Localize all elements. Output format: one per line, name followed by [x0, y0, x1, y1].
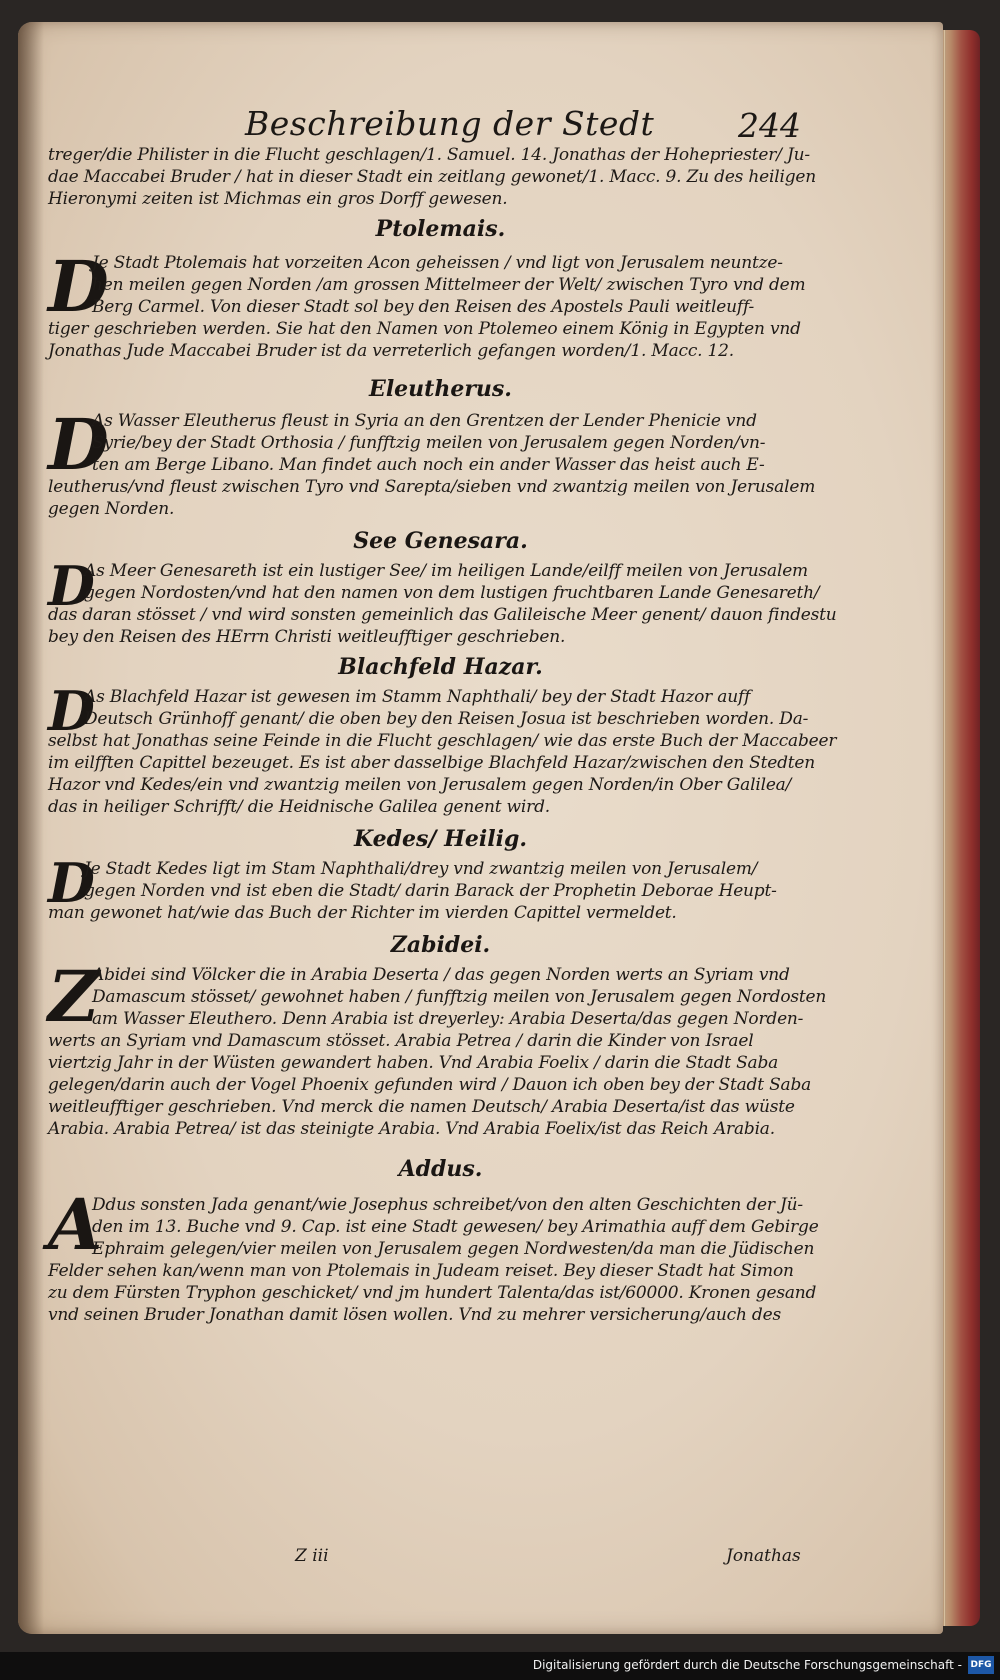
text-line: Syrie/bey der Stadt Orthosia / funfftzig meilen von Jerusalem gegen Norden/vn-	[92, 433, 766, 453]
drop-initial: D	[48, 403, 109, 486]
text-line: dae Maccabei Bruder / hat in dieser Stadt ein zeitlang gewonet/1. Macc. 9. Zu des heiligen	[48, 167, 817, 187]
section-heading: Ptolemais.	[375, 216, 506, 242]
book-page-edges	[938, 30, 980, 1626]
drop-initial: D	[48, 554, 95, 618]
text-line: As Blachfeld Hazar ist gewesen im Stamm Naphthali/ bey der Stadt Hazor auff	[84, 687, 751, 707]
signature-mark: Z iii	[295, 1546, 329, 1566]
text-line: Hazor vnd Kedes/ein vnd zwantzig meilen von Jerusalem gegen Norden/in Ober Galilea/	[48, 775, 792, 795]
text-line: gegen Nordosten/vnd hat den namen von dem lustigen fruchtbaren Lande Genesareth/	[84, 583, 820, 603]
text-line: vnd seinen Bruder Jonathan damit lösen wollen. Vnd zu mehrer versicherung/auch des	[48, 1305, 781, 1325]
text-line: ten am Berge Libano. Man findet auch noch ein ander Wasser das heist auch E-	[92, 455, 765, 475]
running-title: Beschreibung der Stedt	[245, 104, 655, 143]
text-line: leutherus/vnd fleust zwischen Tyro vnd Sarepta/sieben vnd zwantzig meilen von Jerusalem	[48, 477, 816, 497]
section-heading: Zabidei.	[390, 932, 491, 958]
text-line: bey den Reisen des HErrn Christi weitleufftiger geschrieben.	[48, 627, 566, 647]
text-line: Je Stadt Kedes ligt im Stam Naphthali/drey vnd zwantzig meilen von Jerusalem/	[84, 859, 758, 879]
section-heading: Eleutherus.	[369, 376, 512, 402]
drop-initial: Z	[48, 955, 100, 1038]
text-line: das in heiliger Schrifft/ die Heidnische Galilea genent wird.	[48, 797, 550, 817]
footer-bar	[0, 1652, 1000, 1680]
text-line: As Meer Genesareth ist ein lustiger See/ im heiligen Lande/eilff meilen von Jerusalem	[84, 561, 808, 581]
text-line: den im 13. Buche vnd 9. Cap. ist eine Stadt gewesen/ bey Arimathia auff dem Gebirge	[92, 1217, 819, 1237]
text-line: werts an Syriam vnd Damascum stösset. Arabia Petrea / darin die Kinder von Israel	[48, 1031, 754, 1051]
text-line: Ddus sonsten Jada genant/wie Josephus schreibet/von den alten Geschichten der Jü-	[92, 1195, 803, 1215]
text-line: Ephraim gelegen/vier meilen von Jerusalem gegen Nordwesten/da man die Jüdischen	[92, 1239, 815, 1259]
dfg-logo-icon: DFG	[968, 1656, 994, 1674]
text-line: gegen Norden.	[48, 499, 175, 519]
text-line: man gewonet hat/wie das Buch der Richter im vierden Capittel vermeldet.	[48, 903, 677, 923]
text-line: hen meilen gegen Norden /am grossen Mittelmeer der Welt/ zwischen Tyro vnd dem	[92, 275, 806, 295]
text-line: gegen Norden vnd ist eben die Stadt/ darin Barack der Prophetin Deborae Heupt-	[84, 881, 777, 901]
drop-initial: D	[48, 245, 109, 328]
funding-credit: Digitalisierung gefördert durch die Deutsche Forschungsgemeinschaft -	[532, 1658, 962, 1672]
text-line: As Wasser Eleutherus fleust in Syria an den Grentzen der Lender Phenicie vnd	[92, 411, 757, 431]
text-line: gelegen/darin auch der Vogel Phoenix gefunden wird / Dauon ich oben bey der Stadt Saba	[48, 1075, 812, 1095]
text-line: Je Stadt Ptolemais hat vorzeiten Acon geheissen / vnd ligt von Jerusalem neuntze-	[92, 253, 783, 273]
text-line: Deutsch Grünhoff genant/ die oben bey den Reisen Josua ist beschrieben worden. Da-	[84, 709, 809, 729]
text-line: Damascum stösset/ gewohnet haben / funfftzig meilen von Jerusalem gegen Nordosten	[92, 987, 827, 1007]
text-line: weitleufftiger geschrieben. Vnd merck die namen Deutsch/ Arabia Deserta/ist das wüste	[48, 1097, 795, 1117]
text-line: am Wasser Eleuthero. Denn Arabia ist dreyerley: Arabia Deserta/das gegen Norden-	[92, 1009, 804, 1029]
text-line: tiger geschrieben werden. Sie hat den Namen von Ptolemeo einem König in Egypten vnd	[48, 319, 801, 339]
book-gutter-shadow	[18, 22, 44, 1634]
section-heading: Blachfeld Hazar.	[338, 654, 543, 680]
text-line: im eilfften Capittel bezeuget. Es ist aber dasselbige Blachfeld Hazar/zwischen den Stedten	[48, 753, 816, 773]
page-number: 244	[738, 106, 801, 145]
text-line: Berg Carmel. Von dieser Stadt sol bey den Reisen des Apostels Pauli weitleuff-	[92, 297, 755, 317]
text-line: viertzig Jahr in der Wüsten gewandert haben. Vnd Arabia Foelix / darin die Stadt Saba	[48, 1053, 779, 1073]
section-heading: Addus.	[398, 1156, 483, 1182]
drop-initial: D	[48, 679, 95, 743]
catchword: Jonathas	[726, 1546, 801, 1566]
section-heading: See Genesara.	[353, 528, 528, 554]
text-line: Felder sehen kan/wenn man von Ptolemais in Judeam reiset. Bey dieser Stadt hat Simon	[48, 1261, 794, 1281]
text-line: treger/die Philister in die Flucht geschlagen/1. Samuel. 14. Jonathas der Hohepriester/ Ju-	[48, 145, 810, 165]
text-line: Jonathas Jude Maccabei Bruder ist da verreterlich gefangen worden/1. Macc. 12.	[48, 341, 734, 361]
drop-initial: A	[48, 1183, 103, 1266]
section-heading: Kedes/ Heilig.	[354, 826, 527, 852]
drop-initial: D	[48, 851, 95, 915]
text-line: Abidei sind Völcker die in Arabia Deserta / das gegen Norden werts an Syriam vnd	[92, 965, 790, 985]
text-line: zu dem Fürsten Tryphon geschicket/ vnd jm hundert Talenta/das ist/60000. Kronen gesand	[48, 1283, 817, 1303]
text-line: Arabia. Arabia Petrea/ ist das steinigte Arabia. Vnd Arabia Foelix/ist das Reich Arabia.	[48, 1119, 775, 1139]
text-line: selbst hat Jonathas seine Feinde in die Flucht geschlagen/ wie das erste Buch der Maccabeer	[48, 731, 837, 751]
text-line: das daran stösset / vnd wird sonsten gemeinlich das Galileische Meer genent/ dauon findestu	[48, 605, 837, 625]
text-line: Hieronymi zeiten ist Michmas ein gros Dorff gewesen.	[48, 189, 508, 209]
